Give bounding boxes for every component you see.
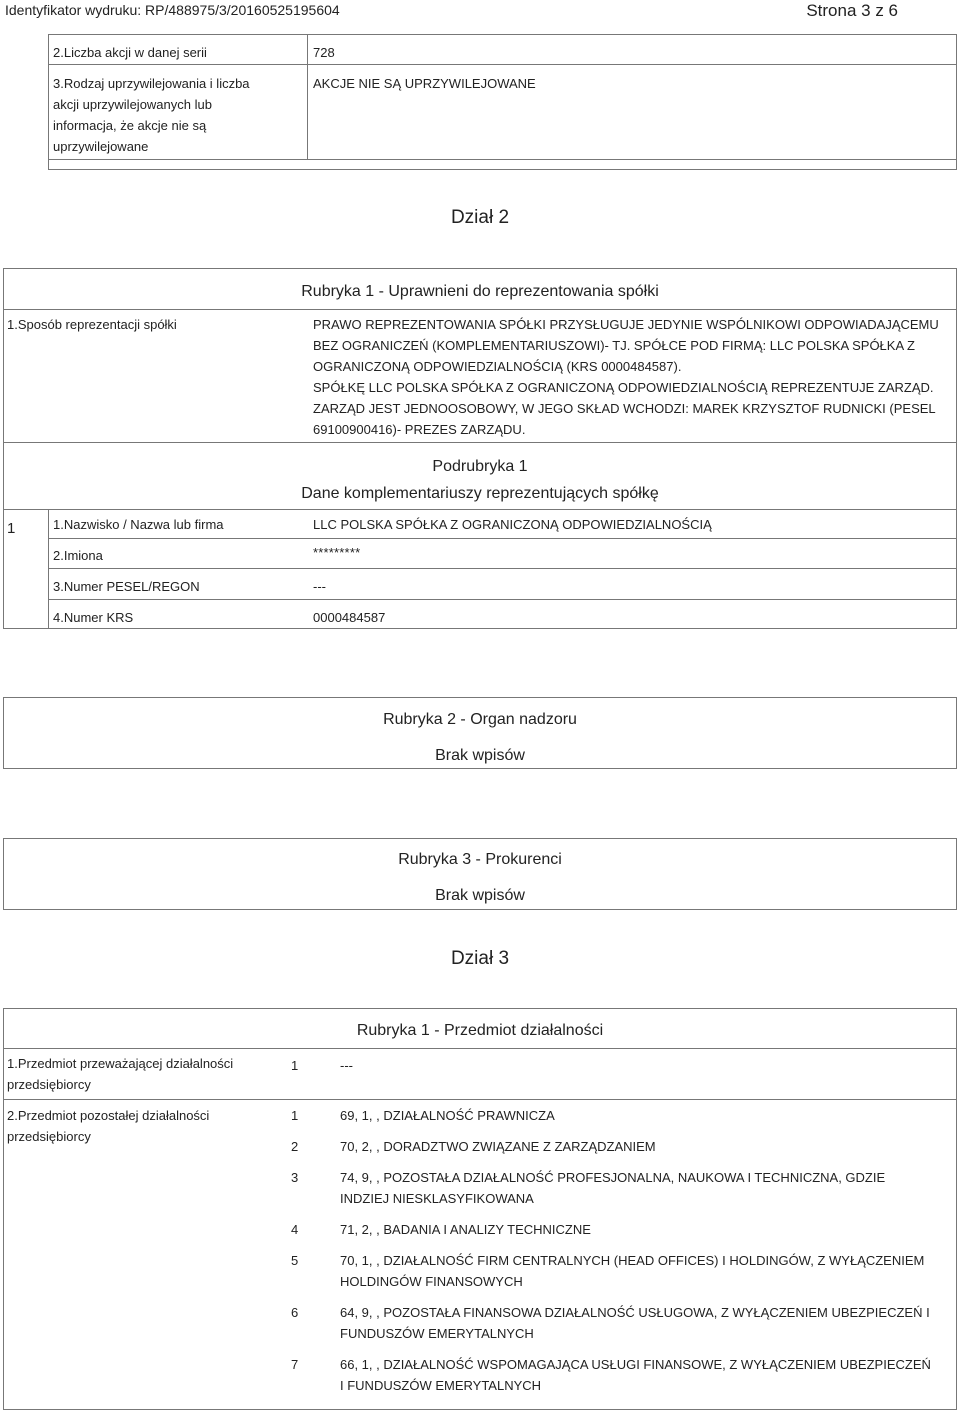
representation-text: PRAWO REPREZENTOWANIA SPÓŁKI PRZYSŁUGUJE JEDYNIE WSPÓLNIKOWI ODPOWIADAJĄCEMU BEZ OGRANICZEŃ (KOMPLEMENTARIUSZOWI)- TJ. SPÓŁCE POD FIRMĄ: LLC POLSKA SPÓŁKA Z OGRANICZONĄ ODPOWIEDZIALNOŚCIĄ (KRS 0000484587). SPÓŁKĘ LLC POLSKA SPÓŁKA Z OGRANICZONĄ ODPOWIEDZIALNOŚCIĄ REPREZENTUJE ZARZĄD. ZARZĄD JEST JEDNOOSOBOWY, W JEGO SKŁAD WCHODZI: MAREK KRZYSZTOF RUDNICKI (PESEL 69100900416)- PREZES ZARZĄDU. [313,317,939,437]
section-dzial-3-title: Dział 3 [450,948,510,969]
rubryka-3-empty: Brak wpisów [435,887,525,904]
item-number: 2 [291,1139,299,1154]
item-number: 4 [291,1222,299,1237]
privilege-value: AKCJE NIE SĄ UPRZYWILEJOWANE [313,76,536,91]
other-activity-label: 2.Przedmiot pozostałej działalności przedsiębiorcy [7,1108,210,1144]
main-activity-index: 1 [291,1058,299,1073]
item-number: 3 [291,1170,299,1185]
shares-count-label: 2.Liczba akcji w danej serii [53,45,207,60]
podrubryka-subtitle: Dane komplementariuszy reprezentujących spółkę [301,485,659,502]
section-dzial-2-title: Dział 2 [450,207,510,228]
field-krs-value: 0000484587 [313,610,386,625]
item-number: 6 [291,1305,299,1320]
podrubryka-title: Podrubryka 1 [432,458,528,475]
field-name-value: LLC POLSKA SPÓŁKA Z OGRANICZONĄ ODPOWIEDZIALNOŚCIĄ [313,517,712,532]
main-activity-value: --- [340,1058,353,1073]
rubryka-3-title: Rubryka 3 - Prokurenci [398,851,562,868]
field-pesel-label: 3.Numer PESEL/REGON [53,579,200,594]
field-krs-label: 4.Numer KRS [53,610,134,625]
shares-count-value: 728 [313,45,335,60]
rubryka-1-title: Rubryka 1 - Uprawnieni do reprezentowania spółki [301,283,659,300]
rubryka-2-empty: Brak wpisów [435,747,525,764]
field-pesel-value: --- [313,579,326,594]
field-first-names-label: 2.Imiona [53,548,103,563]
item-number: 1 [291,1108,299,1123]
activity-rubryka-title: Rubryka 1 - Przedmiot działalności [356,1022,604,1039]
privilege-label: 3.Rodzaj uprzywilejowania i liczba akcji uprzywilejowanych lub informacja, że akcje nie są uprzywilejowane [53,76,250,154]
item-number: 5 [291,1253,299,1268]
field-name-label: 1.Nazwisko / Nazwa lub firma [53,517,224,532]
representation-label: 1.Sposób reprezentacji spółki [7,317,177,332]
main-activity-label: 1.Przedmiot przeważającej działalności przedsiębiorcy [7,1056,234,1092]
entry-index: 1 [7,520,16,537]
item-number: 7 [291,1357,299,1372]
print-identifier: Identyfikator wydruku: RP/488975/3/20160525195604 [5,2,340,18]
page-number: Strona 3 z 6 [806,1,898,20]
rubryka-2-title: Rubryka 2 - Organ nadzoru [383,711,577,728]
field-first-names-value: ********* [313,545,361,560]
